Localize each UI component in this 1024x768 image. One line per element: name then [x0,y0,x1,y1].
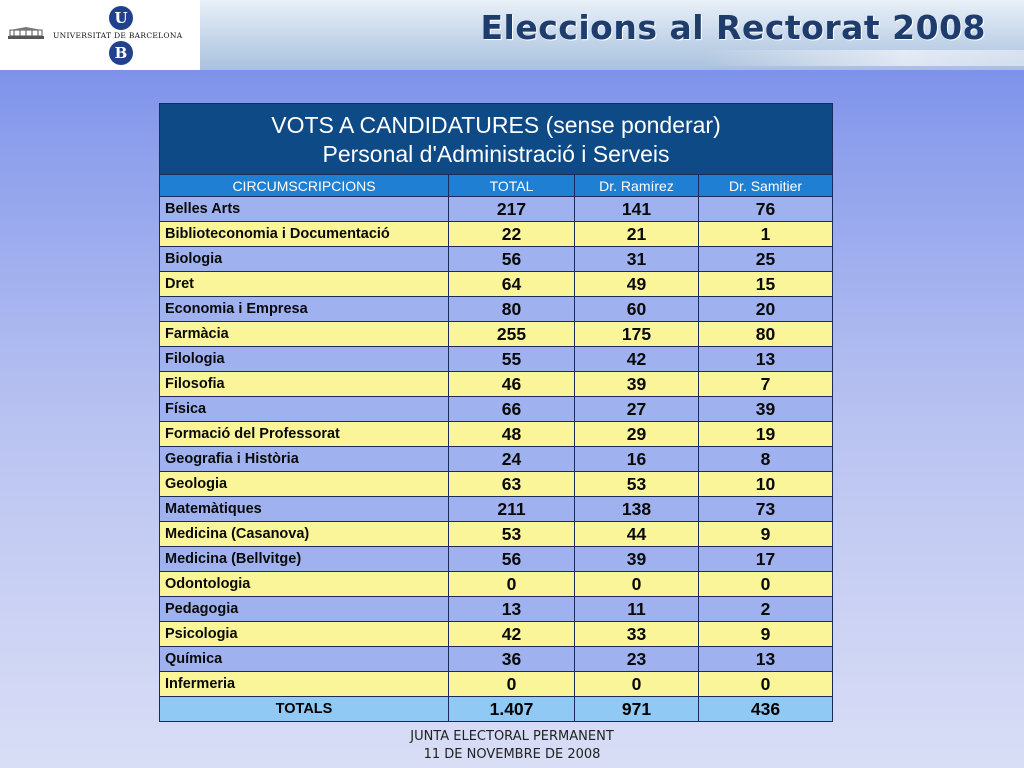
row-total: 55 [449,347,575,372]
table-title-line2: Personal d'Administració i Serveis [322,141,670,167]
row-ramirez: 42 [575,347,699,372]
row-total: 13 [449,597,575,622]
row-ramirez: 27 [575,397,699,422]
totals-ramirez: 971 [575,697,699,722]
row-samitier: 0 [699,672,833,697]
totals-samitier: 436 [699,697,833,722]
row-samitier: 76 [699,197,833,222]
table-row [160,347,833,372]
row-ramirez: 138 [575,497,699,522]
row-name: Odontologia [160,572,449,597]
totals-label: TOTALS [160,697,449,722]
row-total: 80 [449,297,575,322]
row-ramirez: 31 [575,247,699,272]
row-ramirez: 21 [575,222,699,247]
row-samitier: 2 [699,597,833,622]
university-logo [0,0,201,70]
row-ramirez: 39 [575,372,699,397]
row-ramirez: 29 [575,422,699,447]
table-row [160,672,833,697]
column-header-samitier: Dr. Samitier [699,175,833,197]
table-row [160,247,833,272]
table-row [160,322,833,347]
table-body [160,197,833,697]
row-name: Medicina (Bellvitge) [160,547,449,572]
table-row [160,597,833,622]
table-title [160,104,833,175]
row-ramirez: 0 [575,572,699,597]
row-samitier: 80 [699,322,833,347]
row-total: 56 [449,547,575,572]
row-name: Química [160,647,449,672]
row-name: Psicologia [160,622,449,647]
row-samitier: 25 [699,247,833,272]
row-samitier: 20 [699,297,833,322]
row-name: Formació del Professorat [160,422,449,447]
table-row [160,222,833,247]
row-ramirez: 39 [575,547,699,572]
row-samitier: 13 [699,647,833,672]
row-total: 0 [449,672,575,697]
row-samitier: 39 [699,397,833,422]
table-row [160,472,833,497]
row-ramirez: 23 [575,647,699,672]
row-ramirez: 44 [575,522,699,547]
row-name: Filologia [160,347,449,372]
row-ramirez: 0 [575,672,699,697]
table-row [160,447,833,472]
row-name: Pedagogia [160,597,449,622]
row-ramirez: 49 [575,272,699,297]
logo-b-mark: B [109,41,133,65]
row-total: 64 [449,272,575,297]
table-title-line1: VOTS A CANDIDATURES (sense ponderar) [271,112,721,138]
row-total: 36 [449,647,575,672]
row-name: Geologia [160,472,449,497]
row-ramirez: 141 [575,197,699,222]
row-ramirez: 53 [575,472,699,497]
table-row [160,547,833,572]
row-total: 24 [449,447,575,472]
row-samitier: 7 [699,372,833,397]
totals-row [160,697,833,722]
totals-total: 1.407 [449,697,575,722]
table-row [160,522,833,547]
row-total: 48 [449,422,575,447]
table-row [160,372,833,397]
row-total: 46 [449,372,575,397]
table-header-row [160,175,833,197]
row-name: Filosofia [160,372,449,397]
row-total: 56 [449,247,575,272]
row-name: Matemàtiques [160,497,449,522]
logo-text: UNIVERSITAT DE BARCELONA [53,31,183,40]
results-table [159,103,833,722]
footer [0,728,1024,764]
table-row [160,647,833,672]
row-total: 217 [449,197,575,222]
row-total: 63 [449,472,575,497]
title-banner [200,0,1024,70]
row-samitier: 0 [699,572,833,597]
row-total: 255 [449,322,575,347]
logo-u-mark: U [109,6,133,30]
page-title: Eleccions al Rectorat 2008 [480,8,986,47]
row-name: Farmàcia [160,322,449,347]
row-ramirez: 60 [575,297,699,322]
table-row [160,422,833,447]
results-table-container [159,103,832,722]
table-row [160,272,833,297]
row-name: Medicina (Casanova) [160,522,449,547]
row-name: Geografia i Història [160,447,449,472]
row-ramirez: 11 [575,597,699,622]
row-ramirez: 33 [575,622,699,647]
row-total: 53 [449,522,575,547]
row-total: 42 [449,622,575,647]
row-samitier: 17 [699,547,833,572]
table-row [160,397,833,422]
row-name: Belles Arts [160,197,449,222]
row-samitier: 9 [699,522,833,547]
column-header-circumscripcions: CIRCUMSCRIPCIONS [160,175,449,197]
row-name: Economia i Empresa [160,297,449,322]
row-name: Dret [160,272,449,297]
footer-line2: 11 DE NOVEMBRE DE 2008 [423,747,601,762]
row-ramirez: 16 [575,447,699,472]
row-samitier: 9 [699,622,833,647]
row-samitier: 10 [699,472,833,497]
row-total: 0 [449,572,575,597]
row-samitier: 13 [699,347,833,372]
column-header-total: TOTAL [449,175,575,197]
banner-decoration [700,50,1024,66]
row-name: Infermeria [160,672,449,697]
row-samitier: 8 [699,447,833,472]
table-row [160,497,833,522]
row-name: Biblioteconomia i Documentació [160,222,449,247]
table-row [160,197,833,222]
row-samitier: 1 [699,222,833,247]
row-samitier: 19 [699,422,833,447]
table-row [160,622,833,647]
footer-line1: JUNTA ELECTORAL PERMANENT [410,729,614,744]
row-total: 22 [449,222,575,247]
row-name: Física [160,397,449,422]
table-row [160,297,833,322]
row-samitier: 73 [699,497,833,522]
column-header-ramirez: Dr. Ramírez [575,175,699,197]
row-samitier: 15 [699,272,833,297]
header [0,0,1024,70]
row-ramirez: 175 [575,322,699,347]
building-icon [8,27,44,39]
row-name: Biologia [160,247,449,272]
row-total: 66 [449,397,575,422]
table-row [160,572,833,597]
row-total: 211 [449,497,575,522]
